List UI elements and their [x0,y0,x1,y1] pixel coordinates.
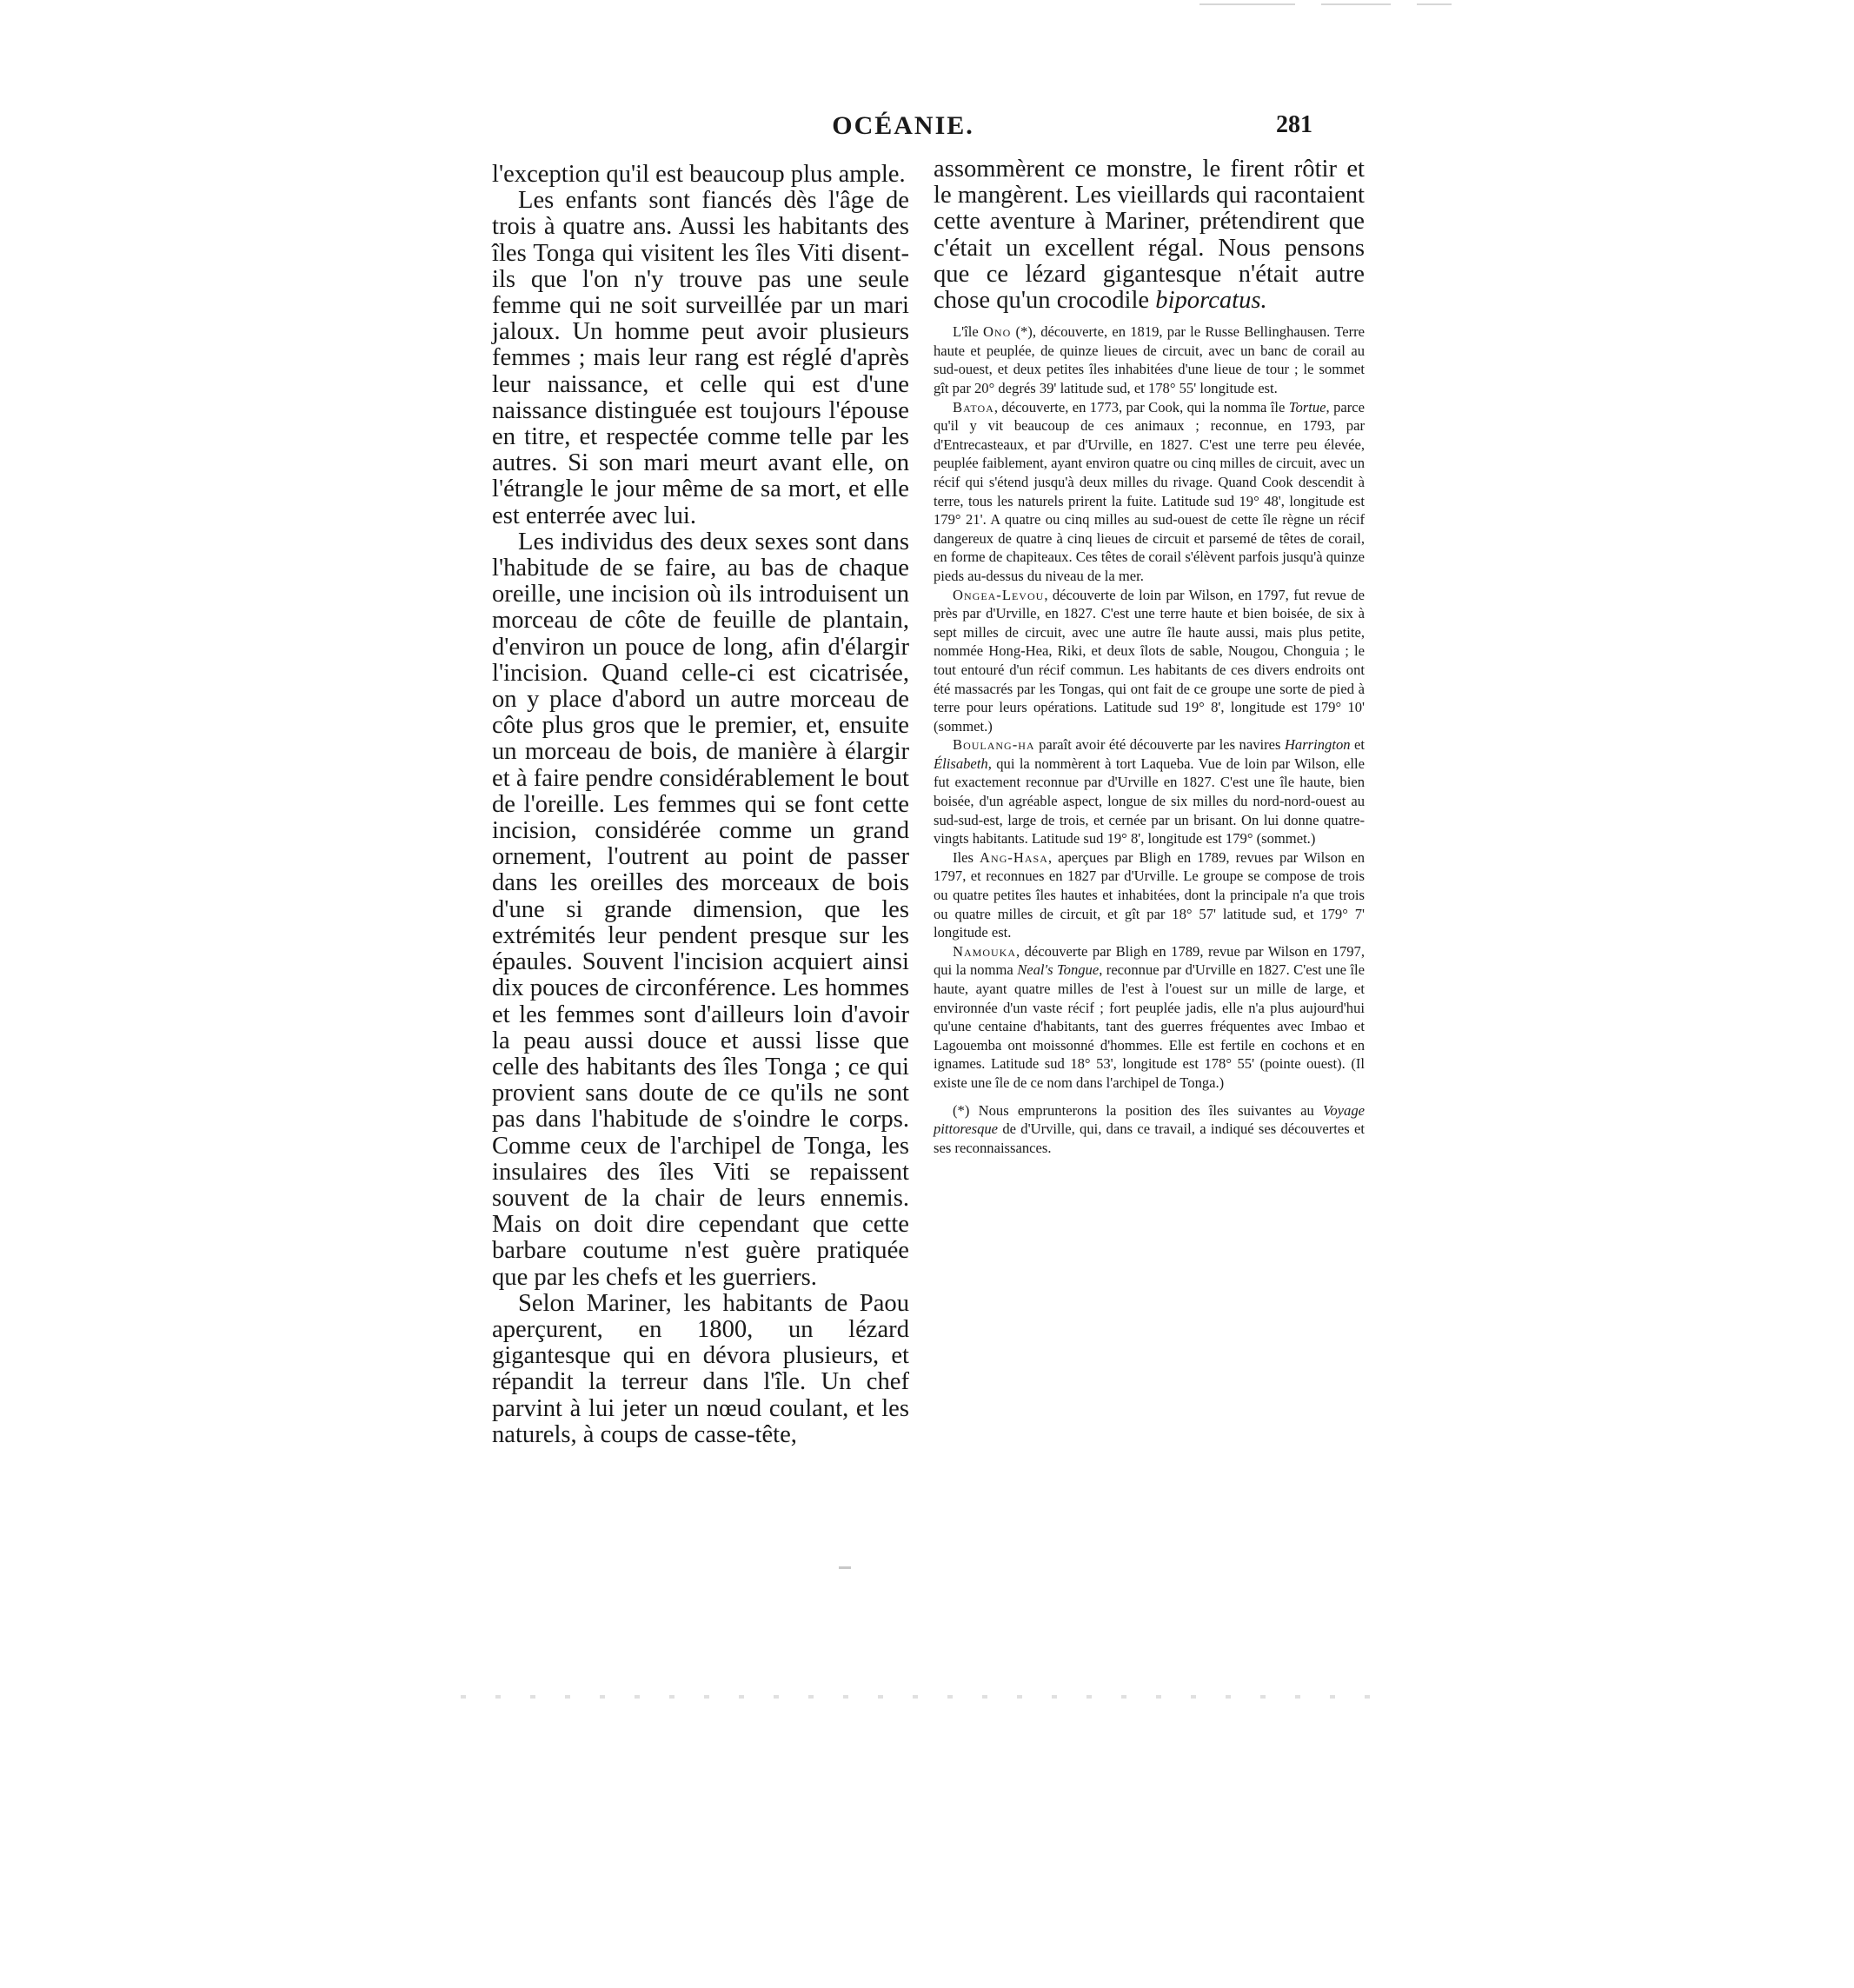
scan-edge-mark [1199,3,1295,5]
island-note-ono [934,322,1365,397]
island-note-batoa [934,398,1365,586]
paragraph: Les enfants sont fiancés dès l'âge de trois à quatre ans. Aussi les habitants des îles Tonga qui visitent les îles Viti disent-ils que l'on n'y trouve pas une seule femme qui ne soit surveillée par un mari jaloux. Un homme peut avoir plusieurs femmes ; mais leur rang est réglé d'après leur naissance, et celle qui est d'une naissance distinguée est toujours l'épouse en titre, et respectée comme telle par les autres. Si son mari meurt avant elle, on l'étrangle le jour même de sa mort, et elle est enterrée avec lui. [492,187,909,529]
island-name: Namouka [953,942,1016,960]
island-name: Ang-Hasa [980,848,1048,866]
note-italic: Élisabeth [934,755,988,772]
note-text: (*), découverte, en 1819, par le Russe Bellinghausen. Terre haute et peuplée, de quinze lieues de circuit, avec un banc de corail au sud-ouest, et deux petites îles inhabitées d'une lieue de tour ; le sommet gît par 20° degrés 39' latitude sud, et 178° 55' longitude est. [934,323,1365,396]
paragraph: l'exception qu'il est beaucoup plus ample. [492,161,906,188]
scan-speck [839,1566,851,1569]
note-text: , reconnue par d'Urville en 1827. C'est une île haute, ayant quatre milles de l'est à l'ouest sur un mille de large, et environnée d'un vaste récif ; fort peuplée jadis, elle n'a plus aujourd'hui qu'une centaine d'habitants, tant des guerres fréquentes avec Imbao et Lagouemba ont moissonné d'hommes. Elle est fertile en cochons et en ignames. Latitude sud 18° 53', longitude est 178° 55' (pointe ouest). (Il existe une île de ce nom dans l'archipel de Tonga.) [934,961,1366,1091]
note-text: , découverte, en 1773, par Cook, qui la nomma île [993,398,1289,416]
island-note-namouka [934,942,1365,1093]
island-name: Boulang-ha [953,736,1035,754]
island-name: Batoa [953,398,994,416]
scan-edge-mark [1321,3,1391,5]
note-text: , qui la nommèrent à tort Laqueba. Vue de loin par Wilson, elle fut exactement reconnue par d'Urville en 1827. C'est une île haute, bien boisée, d'un agréable aspect, longue de six milles du nord-nord-ouest au sud-sud-est, large de trois, et cernée par un brisant. On lui donne quatre-vingts habitants. Latitude sud 19° 8', longitude est 179° (sommet.) [934,755,1365,848]
footnote-text: (*) Nous emprunterons la position des îles suivantes au [953,1101,1324,1119]
scan-artifact-line [461,1695,1373,1699]
note-italic: Tortue [1288,398,1326,416]
note-italic: Harrington [1284,736,1351,754]
island-name: Ongea-Levou [953,586,1045,603]
continuation-paragraph [934,156,1365,314]
page-number: 281 [1276,111,1312,138]
island-note-boulang-ha [934,735,1365,848]
note-lead: Iles [953,848,980,866]
continuation-text: assommèrent ce monstre, le firent rôtir et le mangèrent. Les vieillards qui racontaient cette aventure à Mariner, prétendirent que c'était un excellent régal. Nous pensons que ce lézard gigantesque n'était autre chose qu'un crocodile [934,156,1365,315]
footnote-text: de d'Urville, qui, dans ce travail, a indiqué ses découvertes et ses reconnaissances. [934,1120,1365,1156]
running-title: OCÉANIE. [832,111,974,140]
note-text: , découverte par Bligh en 1789, revue par Wilson en 1797, qui la nomma [934,942,1365,979]
note-italic: Neal's Tongue [1017,961,1100,979]
note-text: , aperçues par Bligh en 1789, revues par Wilson en 1797, et reconnues en 1827 par d'Urville. Le groupe se compose de trois ou quatre petites îles hautes et inhabitées, dont la principale n'a que trois ou quatre milles de circuit, et gît par 18° 57' latitude sud, et 179° 7' longitude est. [934,848,1366,941]
scan-edge-mark [1417,3,1452,5]
continuation-italic: biporcatus. [1155,287,1267,315]
note-text: paraît avoir été découverte par les navires [1034,736,1285,754]
left-column [492,162,909,1448]
island-note-ongea-levou [934,586,1365,736]
island-note-ang-hasa [934,848,1365,942]
page-header [494,111,1312,146]
footnote [934,1101,1365,1158]
paragraph: Les individus des deux sexes sont dans l'habitude de se faire, au bas de chaque oreille, une incision où ils introduisent un morceau de côte de feuille de plantain, d'environ un pouce de long, afin d'élargir l'incision. Quand celle-ci est cicatrisée, on y place d'abord un autre morceau de côte plus gros que le premier, et, ensuite un morceau de bois, de manière à élargir et à faire pendre considérablement le bout de l'oreille. Les femmes qui se font cette incision, considérée comme un grand ornement, l'outrent au point de passer dans les oreilles des morceaux de bois d'une si grande dimension, que les extrémités leur pendent presque sur les épaules. Souvent l'incision acquiert ainsi dix pouces de circonférence. Les hommes et les femmes sont d'ailleurs loin d'avoir la peau aussi douce et aussi lisse que celle des habitants des îles Tonga ; ce qui provient sans doute de ce qu'ils ne sont pas dans l'habitude de s'oindre le corps. Comme ceux de l'archipel de Tonga, les insulaires des îles Viti se repaissent souvent de la chair de leurs ennemis. Mais on doit dire cependant que cette barbare coutume n'est guère pratiquée que par les chefs et les guerriers. [492,528,909,1291]
note-text: et [1350,736,1365,754]
paragraph: Selon Mariner, les habitants de Paou aperçurent, en 1800, un lézard gigantesque qui en dévora plusieurs, et répandit la terreur dans l'île. Un chef parvint à lui jeter un nœud coulant, et les naturels, à coups de casse-tête, [492,1289,909,1448]
right-column [934,156,1365,1157]
footnote-italic: Voyage pittoresque [934,1101,1365,1138]
note-text: , parce qu'il y vit beaucoup de ces animaux ; reconnue, en 1793, par d'Entrecasteaux, et par d'Urville, en 1827. C'est une terre peu élevée, peuplée faiblement, ayant environ quatre ou cinq milles de circuit, avec un récif qui s'étend jusqu'à deux milles du rivage. Quand Cook descendit à terre, tous les naturels prirent la fuite. Latitude sud 19° 48', longitude est 179° 21'. A quatre ou cinq milles au sud-ouest de cette île règne un récif dangereux de quatre à cinq lieues de circuit et parsemé de têtes de corail, en forme de chapiteaux. Ces têtes de corail s'élèvent parfois jusqu'à quinze pieds au-dessus du niveau de la mer. [934,398,1365,584]
island-name: Ono [982,323,1012,341]
note-lead: L'île [953,323,983,341]
note-text: , découverte de loin par Wilson, en 1797, fut revue de près par d'Urville, en 1827. C'est une terre haute et bien boisée, de six à sept milles de circuit, avec une autre île haute aussi, mais plus petite, nommée Hong-Hea, Riki, et deux îlots de sable, Nougou, Chonguia ; le tout entouré d'un récif commun. Les habitants de ces divers endroits ont été massacrés par les Tongas, qui ont fait de ce groupe une sorte de pied à terre pour leurs opérations. Latitude sud 19° 8', longitude est 179° 10' (sommet.) [934,586,1365,735]
